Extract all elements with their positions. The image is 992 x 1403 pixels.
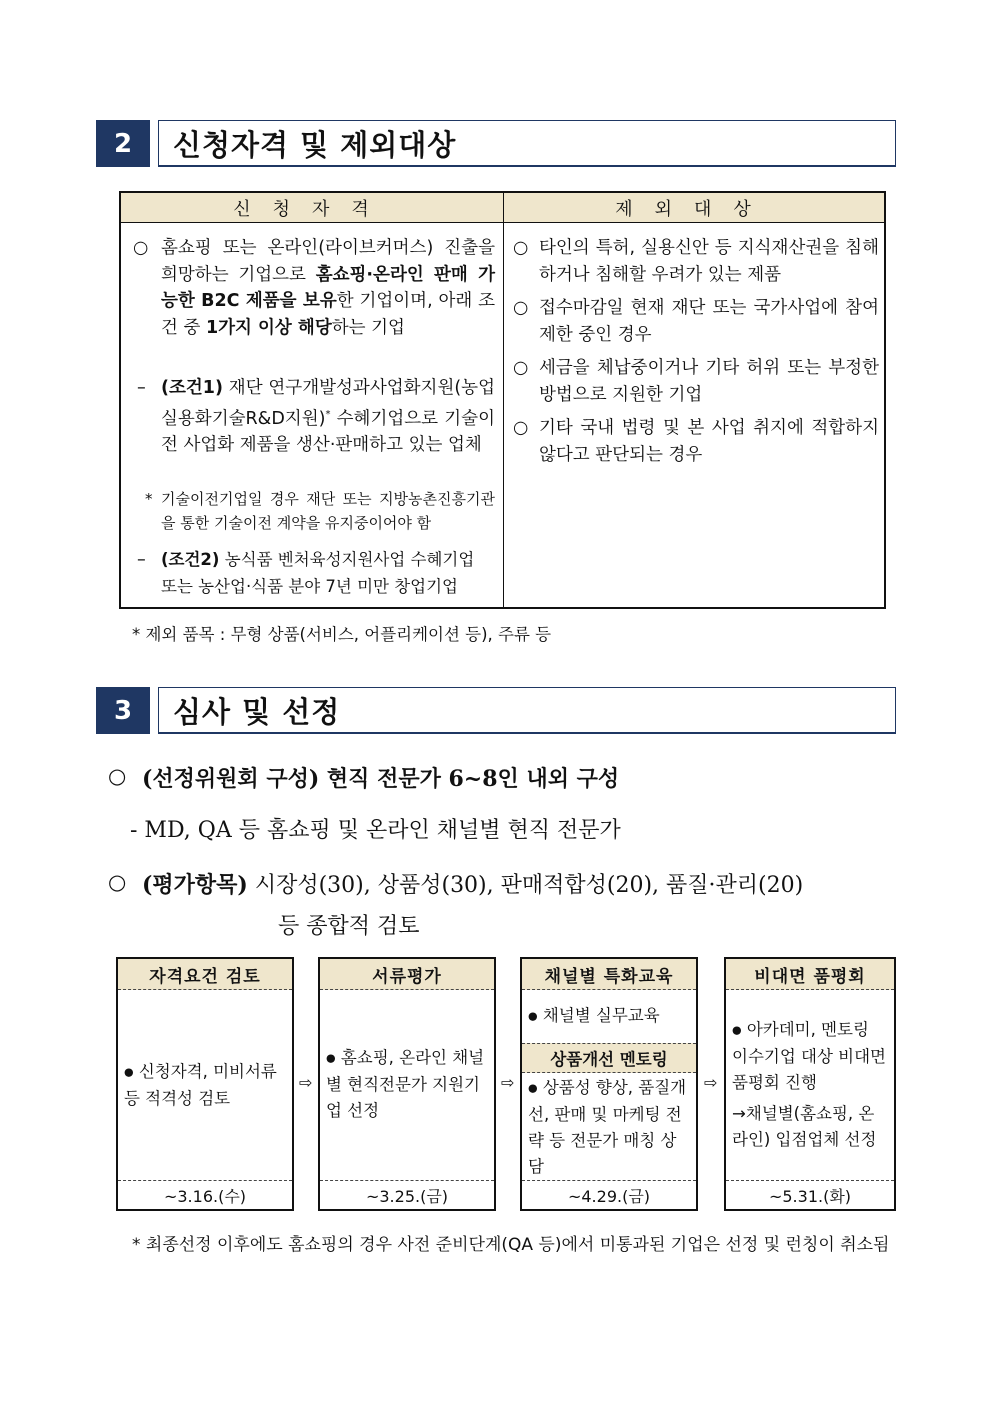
condition-2-label: (조건2) (161, 550, 220, 569)
exclusion-item: 타인의 특허, 실용신안 등 지식재산권을 침해하거나 침해할 우려가 있는 제품 (539, 238, 879, 285)
intro-text: 홈쇼핑 또는 온라인(라이브커머스) 진출을 희망하는 기업으로 (161, 238, 495, 285)
dot: ● (528, 1009, 538, 1023)
process-step-document (318, 957, 496, 1211)
eval-line-2: 등 종합적 검토 (278, 914, 420, 939)
step-body-text: 채널별 실무교육 (542, 1006, 660, 1025)
condition-1-note: 기술이전기업일 경우 재단 또는 지방농촌진흥기관을 통한 기술이전 계약을 유지중이어야 함 (161, 490, 495, 532)
step-body-text: 홈쇼핑, 온라인 채널별 현직전문가 지원기업 선정 (326, 1048, 485, 1120)
eval-label: (평가항목) (142, 872, 248, 898)
note-mark: * (145, 490, 153, 508)
step-title: 자격요건 검토 (118, 959, 292, 990)
column-header-eligibility: 신청자격 (121, 193, 503, 223)
step-body (732, 1017, 890, 1096)
intro-text-2: 한 기업이며, 아래 조건 중 (161, 291, 495, 338)
bullet: ○ (513, 238, 529, 258)
step-date: ~5.31.(화) (726, 1180, 894, 1209)
exclusion-item: 기타 국내 법령 및 본 사업 취지에 적합하지 않다고 판단되는 경우 (539, 418, 879, 465)
eligibility-intro (161, 235, 495, 341)
dash: – (137, 378, 146, 398)
dot: ● (528, 1081, 538, 1095)
step-date: ~3.25.(금) (320, 1180, 494, 1209)
condition-2-text: 농식품 벤처육성지원사업 수혜기업 또는 농산업·식품 분야 7년 미만 창업기업 (161, 550, 475, 596)
bullet: ○ (133, 238, 149, 258)
step-body-text: 신청자격, 미비서류 등 적격성 검토 (124, 1062, 277, 1108)
step-title: 서류평가 (320, 959, 494, 990)
eligibility-table (119, 191, 886, 609)
committee-sub: - MD, QA 등 홈쇼핑 및 온라인 채널별 현직 전문가 (130, 818, 621, 843)
column-divider (503, 193, 504, 607)
committee-label: (선정위원회 구성) (142, 766, 320, 792)
condition-1 (161, 375, 495, 458)
dot: ● (732, 1023, 742, 1037)
process-step-training (520, 957, 698, 1211)
step-title: 비대면 품평회 (726, 959, 894, 990)
section-title: 심사 및 선정 (158, 687, 896, 734)
section-number: 2 (96, 120, 150, 167)
step-body-text: 아카데미, 멘토링 이수기업 대상 비대면 품평회 진행 (732, 1020, 886, 1092)
committee-text: 현직 전문가 6~8인 내외 구성 (319, 766, 620, 792)
arrow-icon: ⇨ (704, 1073, 718, 1092)
intro-bold-2: 1가지 이상 해당 (205, 317, 332, 338)
process-step-evaluation (724, 957, 896, 1211)
bullet: ○ (513, 418, 529, 438)
condition-1-label: (조건1) (161, 378, 223, 398)
exclusion-note: * 제외 품목 : 무형 상품(서비스, 어플리케이션 등), 주류 등 (132, 625, 552, 644)
bullet: ○ (108, 870, 127, 894)
dot: ● (326, 1051, 336, 1065)
condition-1-text: 재단 연구개발성과사업화지원(농업실용화기술R&D지원) (161, 378, 495, 429)
column-header-exclusion: 제외대상 (504, 193, 884, 223)
step-title: 채널별 특화교육 (522, 959, 696, 990)
arrow-icon: ⇨ (501, 1073, 515, 1092)
final-note: * 최종선정 이후에도 홈쇼핑의 경우 사전 준비단계(QA 등)에서 미통과된 기업은 선정 및 런칭이 취소됨 (132, 1235, 890, 1255)
bullet: ○ (108, 764, 127, 788)
section-number: 3 (96, 687, 150, 734)
intro-text-3: 하는 기업 (331, 317, 405, 338)
dot: ● (124, 1065, 134, 1079)
condition-1-text-2: 수혜기업으로 기술이전 사업화 제품을 생산·판매하고 있는 업체 (161, 408, 495, 455)
section-title: 신청자격 및 제외대상 (158, 120, 896, 167)
step-body-2 (528, 1075, 692, 1180)
step-body-extra: →채널별(홈쇼핑, 온라인) 입점업체 선정 (732, 1104, 877, 1149)
step-date: ~3.16.(수) (118, 1180, 292, 1209)
committee-line (142, 762, 619, 793)
bullet: ○ (513, 358, 529, 378)
step-subtitle: 상품개선 멘토링 (522, 1043, 696, 1073)
intro-bold: 홈쇼핑·온라인 판매 가능한 B2C 제품을 보유 (161, 264, 495, 311)
arrow-icon: ⇨ (299, 1073, 313, 1092)
condition-2 (161, 547, 495, 600)
step-date: ~4.29.(금) (522, 1180, 696, 1209)
dash: – (137, 550, 146, 570)
step-body (124, 1059, 288, 1112)
exclusion-item: 세금을 체납중이거나 기타 허위 또는 부정한 방법으로 지원한 기업 (539, 358, 879, 405)
step-body (528, 1003, 692, 1030)
bullet: ○ (513, 298, 529, 318)
eval-text: 시장성(30), 상품성(30), 판매적합성(20), 품질·관리(20) (247, 873, 804, 898)
step-body (326, 1045, 490, 1124)
step-body-text: 상품성 향상, 품질개선, 판매 및 마케팅 전략 등 전문가 매칭 상담 (528, 1078, 687, 1176)
footnote-mark: * (325, 408, 331, 420)
process-step-qualification (116, 957, 294, 1211)
eval-line (142, 868, 902, 899)
exclusion-item: 접수마감일 현재 재단 또는 국가사업에 참여제한 중인 경우 (539, 298, 879, 345)
